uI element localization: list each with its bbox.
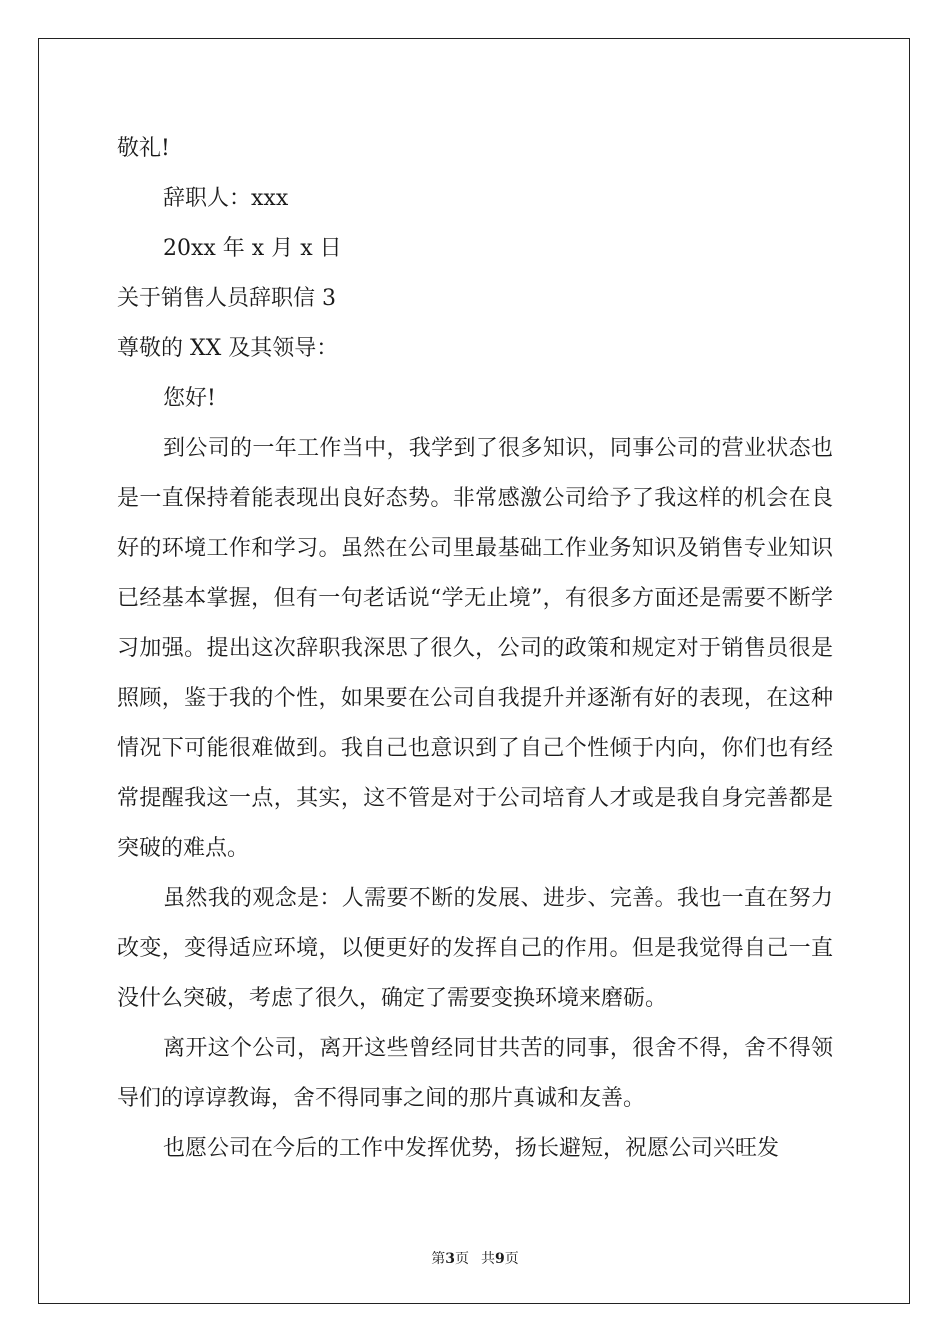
- greeting-line: 您好!: [163, 386, 216, 411]
- signature-line: 辞职人：xxx: [163, 186, 289, 211]
- letter-body: [117, 124, 833, 1174]
- body-paragraph: 也愿公司在今后的工作中发挥优势，扬长避短，祝愿公司兴旺发: [163, 1136, 780, 1161]
- body-paragraph: 到公司的一年工作当中，我学到了很多知识，同事公司的营业状态也是一直保持着能表现出良好态势。非常感激公司给予了我这样的机会在良好的环境工作和学习。虽然在公司里最基础工作业务知识及销售专业知识已经基本掌握，但有一句老话说“学无止境”，有很多方面还是需要不断学习加强。提出这次辞职我深思了很久，公司的政策和规定对于销售员很是照顾，鉴于我的个性，如果要在公司自我提升并逐渐有好的表现，在这种情况下可能很难做到。我自己也意识到了自己个性倾于内向，你们也有经常提醒我这一点，其实，这不管是对于公司培育人才或是我自身完善都是突破的难点。: [117, 436, 833, 861]
- page-footer: [0, 1248, 950, 1268]
- body-paragraph: 离开这个公司，离开这些曾经同甘共苦的同事，很舍不得，舍不得领导们的谆谆教诲，舍不得同事之间的那片真诚和友善。: [117, 1036, 833, 1111]
- salutation-line: 尊敬的 XX 及其领导：: [117, 336, 339, 361]
- body-paragraph: 虽然我的观念是：人需要不断的发展、进步、完善。我也一直在努力改变，变得适应环境，以便更好的发挥自己的作用。但是我觉得自己一直没什么突破，考虑了很久，确定了需要变换环境来磨砺。: [117, 886, 833, 1011]
- page-total: 9: [495, 1251, 505, 1267]
- total-prefix: 共: [481, 1251, 495, 1267]
- date-line: 20xx 年 x 月 x 日: [163, 236, 342, 261]
- page-current: 3: [445, 1251, 455, 1267]
- page-suffix: 页: [455, 1251, 469, 1267]
- letter-title: 关于销售人员辞职信 3: [117, 286, 336, 311]
- page-prefix: 第: [431, 1251, 446, 1267]
- closing-line: 敬礼!: [117, 136, 170, 161]
- total-suffix: 页: [504, 1251, 519, 1267]
